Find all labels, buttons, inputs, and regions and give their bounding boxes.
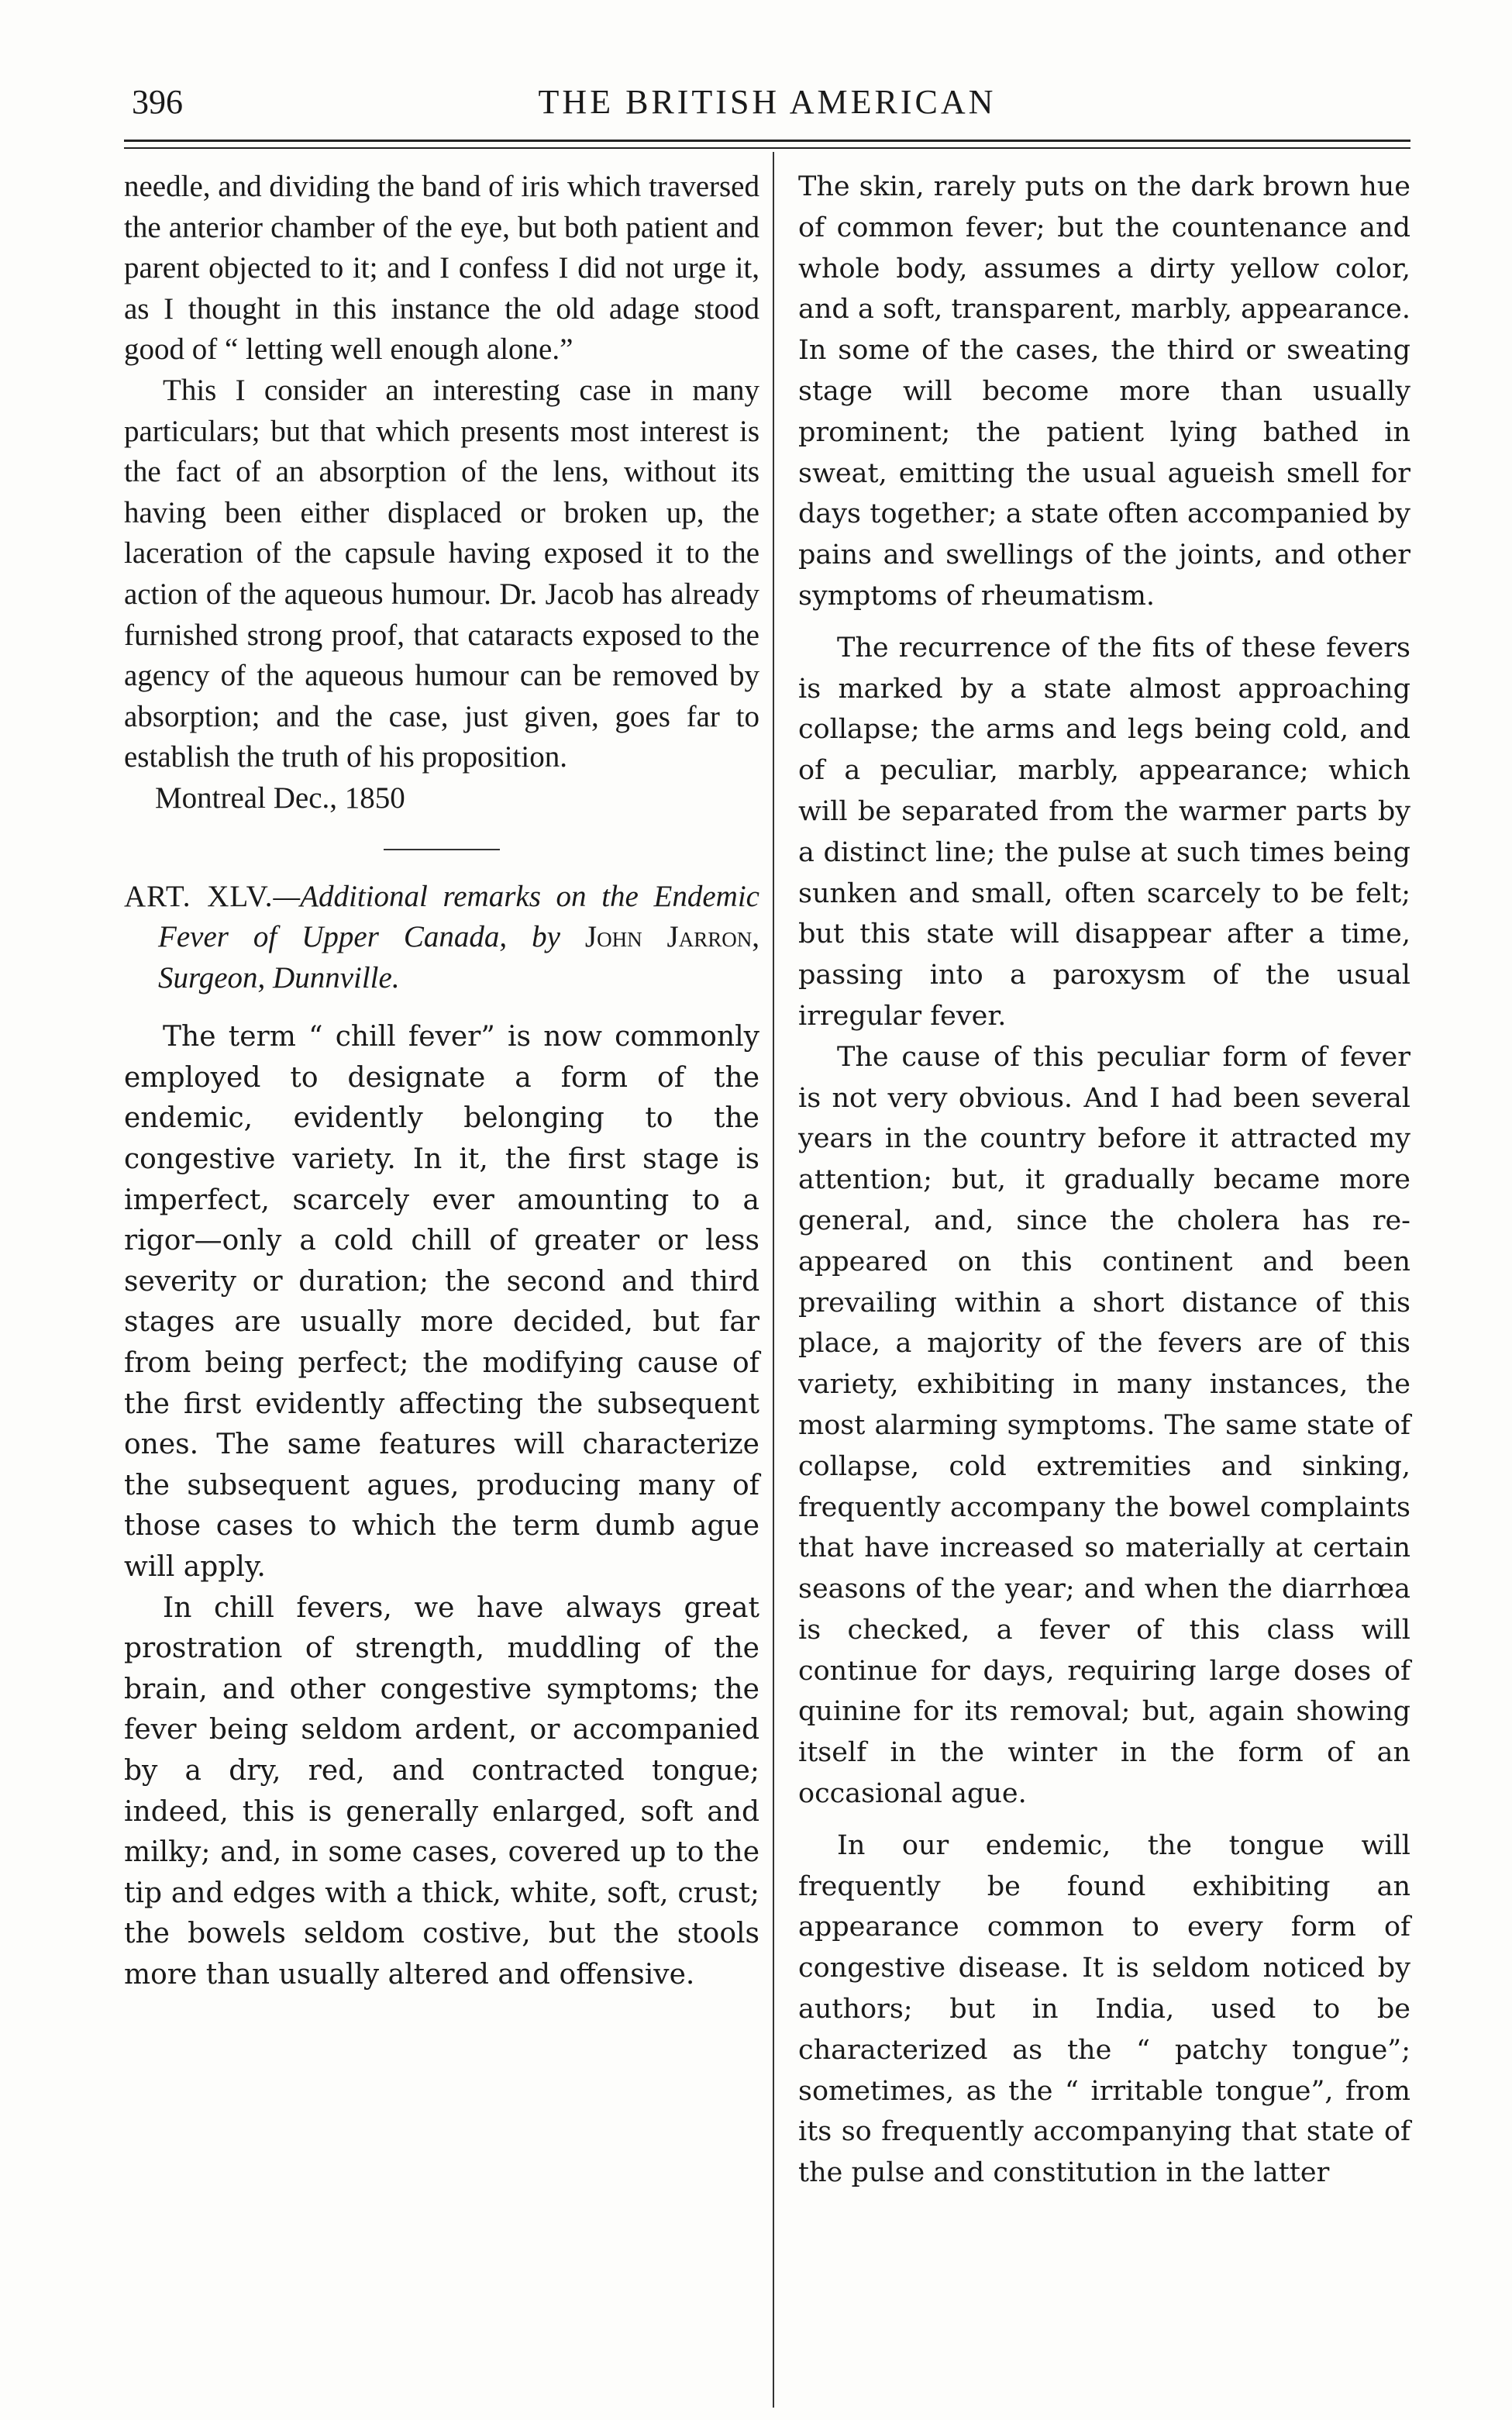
- left-column: [124, 167, 759, 1996]
- article-title: —Additional remarks on the Endemic Fever of Upper Canada, by: [158, 879, 759, 954]
- author-role: Surgeon, Dunnville.: [158, 960, 400, 995]
- paragraph: In chill fevers, we have always great prostration of strength, muddling of the brain, and other congestive symptoms; the fever being seldom ardent, or accompanied by a dry, red, and contracted tongue; indeed, this is generally enlarged, soft and milky; and, in some cases, covered up to the tip and edges with a thick, white, soft, crust; the bowels seldom costive, but the stools more than usually altered and offensive.: [124, 1591, 759, 1991]
- paragraph: This I consider an interesting case in many particulars; but that which presents most interest is the fact of an absorption of the lens, without its having been either displaced or broken up, the laceration of the capsule having exposed it to the action of the aqueous humour. Dr. Jacob has already furnished strong proof, that cataracts exposed to the agency of the aqueous humour can be removed by absorption; and the case, just given, goes far to establish the truth of his proposition.: [124, 373, 759, 774]
- page-number: 396: [132, 83, 183, 121]
- paragraph: The recurrence of the fits of these fevers is marked by a state almost approaching collapse; the arms and legs being cold, and of a peculiar, marbly, appearance; which will be separated from the warmer parts by a distinct line; the pulse at such times being sunken and small, often scarcely to be felt; but this state will disappear after a time, passing into a paroxysm of the usual irregular fever.: [798, 632, 1410, 1032]
- paragraph: In our endemic, the tongue will frequently be found exhibiting an appearance common to every form of congestive disease. It is seldom noticed by authors; but in India, used to be characterized as the “ patchy tongue”; sometimes, as the “ irritable tongue”, from its so frequently accompanying that state of the pulse and constitution in the latter: [798, 1829, 1410, 2189]
- signoff-place: Montreal: [155, 781, 266, 815]
- header-rule: [124, 140, 1410, 142]
- paragraph: The cause of this peculiar form of fever is not very obvious. And I had been several years in the country before it attracted my attention; but, it gradually became more general, and, since the cholera has re-appeared on this continent and been prevailing within a short distance of this place, a majority of the fevers are of this variety, exhibiting in many instances, the most alarming symptoms. The same state of collapse, cold extremities and sinking, frequently accompany the bowel complaints that have increased so materially at certain seasons of the year; and when the diarrhœa is checked, a fever of this class will continue for days, requiring large doses of quinine for its removal; but, again showing itself in the winter in the form of an occasional ague.: [798, 1041, 1410, 1810]
- article-author: John Jarron,: [584, 920, 759, 954]
- paragraph: The term “ chill fever” is now commonly employed to designate a form of the endemic, evidently belonging to the congestive variety. In it, the first stage is imperfect, scarcely ever amounting to a rigor—only a cold chill of greater or less severity or duration; the second and third stages are usually more decided, but far from being perfect; the modifying cause of the first evidently affecting the subsequent ones. The same features will characterize the subsequent agues, producing many of those cases to which the term dumb ague will apply.: [124, 1021, 759, 1583]
- paragraph: needle, and dividing the band of iris which traversed the anterior chamber of the eye, but both patient and parent objected to it; and I confess I did not urge it, as I thought in this instance the old adage stood good of “ letting well enough alone.”: [124, 170, 759, 367]
- paragraph: The skin, rarely puts on the dark brown hue of common fever; but the countenance and whole body, assumes a dirty yellow color, and a soft, transparent, marbly, appearance. In some of the cases, the third or sweating stage will become more than usually prominent; the patient lying bathed in sweat, emitting the usual agueish smell for days together; a state often accompanied by pains and swellings of the joints, and other symptoms of rheumatism.: [798, 171, 1410, 612]
- right-column: [798, 167, 1410, 2194]
- article-number: ART. XLV.: [124, 879, 274, 913]
- header-rule-secondary: [124, 147, 1410, 149]
- section-separator: [384, 849, 500, 850]
- column-divider: [773, 152, 774, 2408]
- signoff-date: Dec., 1850: [273, 781, 405, 815]
- page-header: [124, 78, 1410, 140]
- signoff: [155, 778, 759, 819]
- article-body: [124, 1017, 759, 1995]
- article-heading: [124, 877, 759, 999]
- running-head: THE BRITISH AMERICAN: [538, 83, 997, 121]
